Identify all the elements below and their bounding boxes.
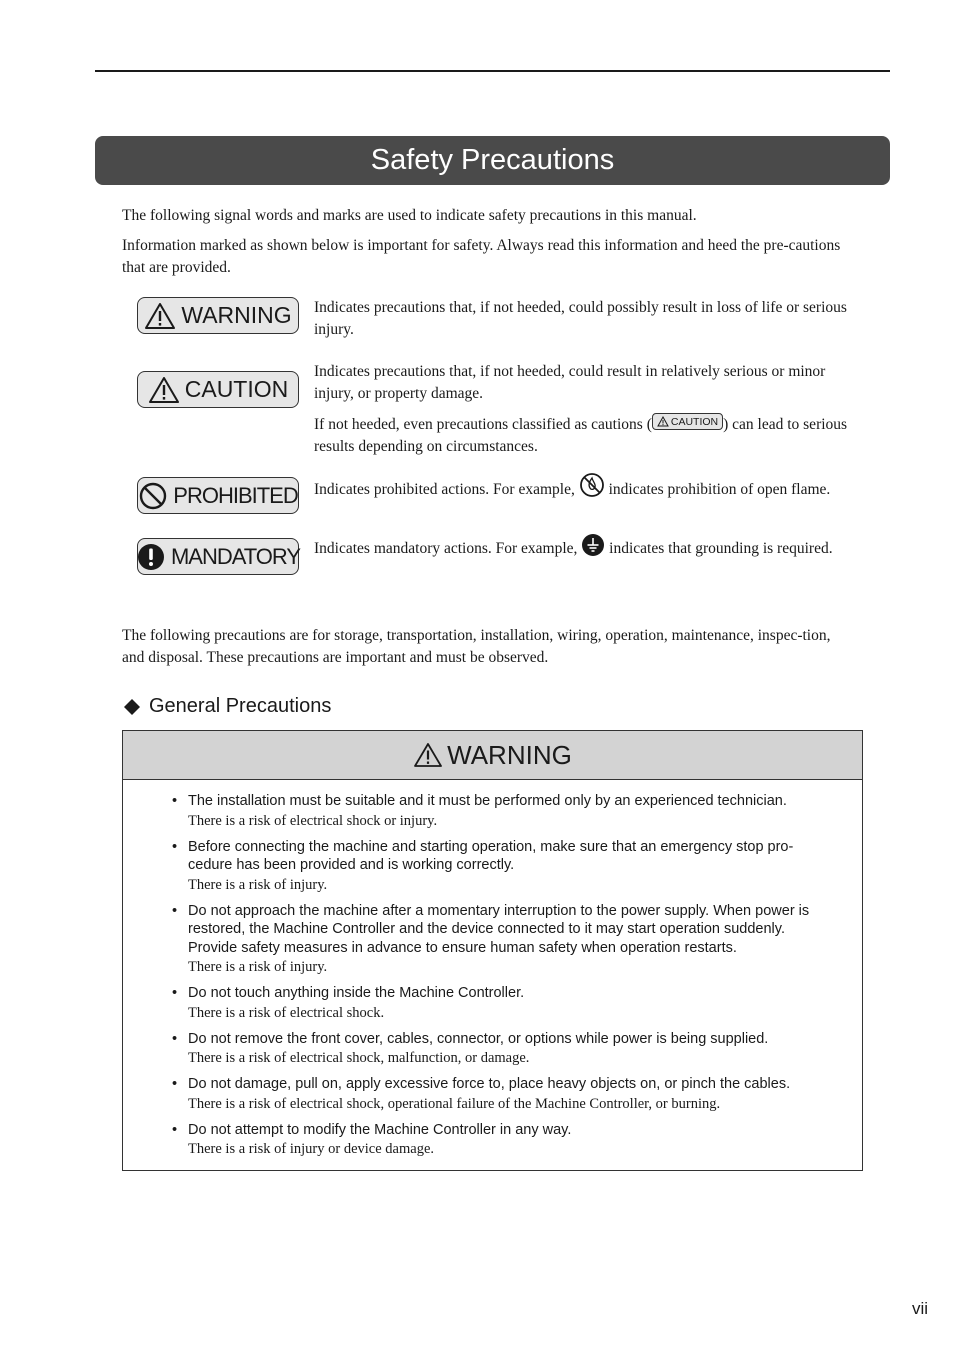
prohibited-description [314, 472, 854, 501]
bullet: • [172, 838, 178, 855]
mandatory-desc-after: indicates that grounding is required. [609, 540, 833, 557]
bullet: • [172, 793, 178, 809]
caution-small-icon [657, 416, 669, 427]
risk-text: There is a risk of electrical shock, malfunction, or damage. [188, 1050, 530, 1066]
prohibited-desc-before: Indicates prohibited actions. For example, [314, 481, 579, 498]
mandatory-label-text: MANDATORY [170, 543, 301, 569]
caution-label-text: CAUTION [184, 376, 289, 402]
caution-note [314, 413, 854, 458]
caution-label [137, 371, 299, 408]
prohibited-label [137, 477, 299, 514]
warning-description: Indicates precautions that, if not heeded, could possibly result in loss of life or serious injury. [314, 299, 847, 338]
warning-triangle-icon [413, 742, 443, 768]
warning-label [137, 297, 299, 334]
scope-paragraph: The following precautions are for storage, transportation, installation, wiring, operation, maintenance, inspec-tion, and disposal. These precautions are important and must be observed. [122, 627, 831, 666]
mini-caution-badge [652, 413, 723, 430]
precaution-text: Do not damage, pull on, apply excessive force to, place heavy objects on, or pinch the cables. [188, 1076, 791, 1092]
mandatory-desc-before: Indicates mandatory actions. For example, [314, 540, 582, 557]
section-heading-text: General Precautions [149, 695, 332, 717]
mandatory-label [137, 538, 299, 575]
mandatory-description [314, 533, 854, 560]
bullet: • [172, 1076, 178, 1092]
prohibited-label-text: PROHIBITED [173, 482, 298, 508]
warning-triangle-icon [144, 302, 176, 330]
caution-description: Indicates precautions that, if not heeded, could result in relatively serious or minor injury, or property damage. [314, 363, 826, 402]
precaution-text: The installation must be suitable and it must be performed only by an experienced technician. [188, 793, 787, 809]
risk-text: There is a risk of injury or device damage. [188, 1141, 435, 1157]
list-item [123, 792, 862, 831]
page-title: Safety Precautions [95, 136, 890, 185]
diamond-bullet-icon [123, 698, 141, 716]
grounding-icon [581, 533, 605, 557]
page-number: vii [912, 1299, 929, 1318]
risk-text: There is a risk of electrical shock, operational failure of the Machine Controller, or burning. [188, 1095, 721, 1112]
warning-list [123, 780, 862, 1159]
prohibited-circle-icon [138, 481, 168, 511]
precaution-text: Before connecting the machine and starting operation, make sure that an emergency stop pro-cedure has been provided and is working correctly. [188, 838, 794, 873]
caution-note-after: ) can lead to serious results depending on circumstances. [314, 416, 848, 455]
list-item [123, 838, 862, 895]
bullet: • [172, 1121, 178, 1138]
warning-label-text: WARNING [181, 302, 292, 328]
bullet: • [172, 1030, 178, 1047]
list-item [123, 1121, 862, 1160]
risk-text: There is a risk of injury. [188, 959, 328, 975]
precaution-text: Do not approach the machine after a momentary interruption to the power supply. When power is restored, the Machine Controller and the device connected to it may start operation suddenly. Provide safety measures in advance to ensure human safety when operation restarts. [188, 902, 810, 956]
list-item [123, 902, 862, 978]
list-item [123, 1030, 862, 1069]
mini-caution-text: CAUTION [670, 415, 719, 428]
bullet: • [172, 985, 178, 1001]
top-rule [95, 70, 890, 72]
warning-box-header [123, 731, 862, 780]
exclamation-circle-icon [136, 542, 166, 572]
precaution-text: Do not attempt to modify the Machine Controller in any way. [188, 1121, 572, 1138]
list-item [123, 984, 862, 1023]
precaution-text: Do not remove the front cover, cables, connector, or options while power is being supplied. [188, 1030, 769, 1047]
precaution-text: Do not touch anything inside the Machine Controller. [188, 985, 525, 1001]
list-item [123, 1075, 862, 1114]
general-warning-box [122, 730, 863, 1171]
caution-note-before: If not heeded, even precautions classified as cautions ( [314, 416, 652, 433]
caution-triangle-icon [148, 376, 180, 404]
no-open-flame-icon [579, 472, 605, 498]
section-heading [123, 695, 331, 718]
bullet: • [172, 902, 178, 919]
warning-box-title: WARNING [447, 739, 572, 770]
risk-text: There is a risk of injury. [188, 876, 328, 893]
risk-text: There is a risk of electrical shock. [188, 1004, 385, 1021]
risk-text: There is a risk of electrical shock or injury. [188, 812, 438, 829]
intro-line-2: Information marked as shown below is important for safety. Always read this information and heed the pre-cautions that are provided. [122, 237, 841, 276]
prohibited-desc-after: indicates prohibition of open flame. [608, 481, 831, 498]
intro-line-1: The following signal words and marks are used to indicate safety precautions in this manual. [122, 207, 697, 224]
